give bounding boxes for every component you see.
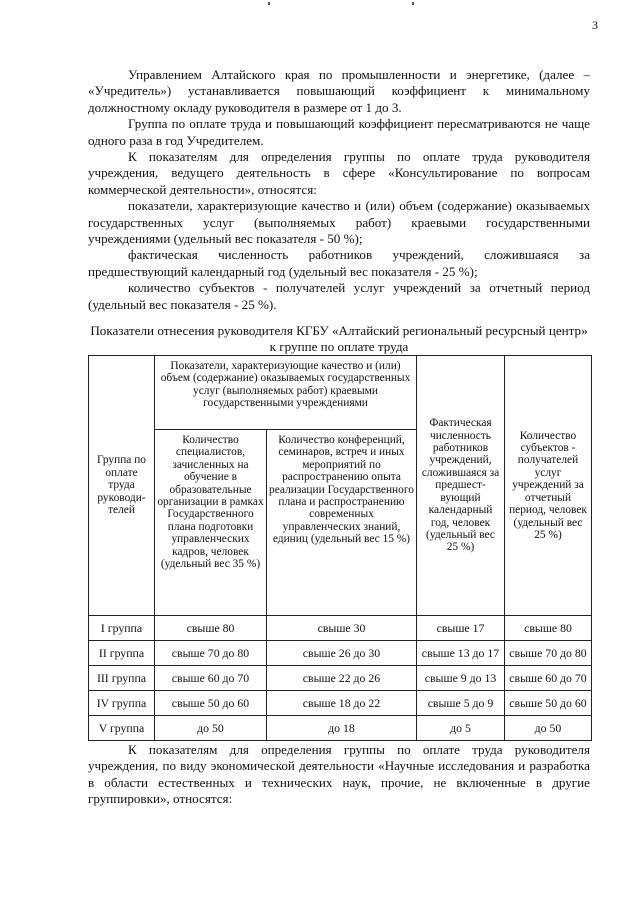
paragraph: К показателям для определения группы по оплате труда руководителя учреждения, по виду экономической деятельности «Научные исследования и разработка в области естественных и технических наук, прочие, не включенные в другие группировки», относятся: — [88, 742, 590, 807]
cell-group: I группа — [89, 616, 155, 641]
cell-staff: свыше 9 до 13 — [417, 666, 505, 691]
header-group: Группа по оплате труда руководи-телей — [89, 356, 155, 616]
paragraph: фактическая численность работников учреждений, сложившаяся за предшествующий календарный год (удельный вес показателя - 25 %); — [88, 247, 590, 279]
header-quality: Показатели, характеризующие качество и (или) объем (содержание) оказываемых государственных услуг (выполняемых работ) краевыми государственными учреждениями — [155, 356, 417, 430]
cell-staff: свыше 17 — [417, 616, 505, 641]
page-number: 3 — [592, 18, 598, 32]
cell-conferences: свыше 18 до 22 — [267, 691, 417, 716]
cell-staff: свыше 5 до 9 — [417, 691, 505, 716]
table-row — [89, 716, 592, 741]
cell-specialists: до 50 — [155, 716, 267, 741]
cell-specialists: свыше 80 — [155, 616, 267, 641]
table-row — [89, 616, 592, 641]
cell-specialists: свыше 70 до 80 — [155, 641, 267, 666]
cell-group: V группа — [89, 716, 155, 741]
scan-specks — [0, 2, 640, 8]
table-caption: Показатели отнесения руководителя КГБУ «Алтайский региональный ресурсный центр» к группе по оплате труда — [90, 323, 588, 354]
cell-group: IV группа — [89, 691, 155, 716]
table-header-row — [89, 356, 592, 430]
cell-group: III группа — [89, 666, 155, 691]
paragraph: К показателям для определения группы по оплате труда руководителя учреждения, ведущего деятельность в сфере «Консультирование по вопросам коммерческой деятельности», относятся: — [88, 149, 590, 197]
table-row — [89, 691, 592, 716]
header-conferences: Количество конференций, семинаров, встреч и иных мероприятий по распространению опыта реализации Государственного плана и распространению современных управленческих знаний, единиц (удельный вес 15 %) — [267, 430, 417, 616]
paragraph: количество субъектов - получателей услуг учреждений за отчетный период (удельный вес показателя - 25 %). — [88, 280, 590, 312]
cell-specialists: свыше 50 до 60 — [155, 691, 267, 716]
header-subjects: Количество субъектов - получателей услуг учреждений за отчетный период, человек (удельный вес 25 %) — [505, 356, 592, 616]
cell-conferences: свыше 30 — [267, 616, 417, 641]
scan-speck — [412, 2, 414, 5]
cell-conferences: свыше 26 до 30 — [267, 641, 417, 666]
cell-staff: до 5 — [417, 716, 505, 741]
paragraph: Группа по оплате труда и повышающий коэффициент пересматриваются не чаще одного раза в год Учредителем. — [88, 116, 590, 148]
cell-subjects: свыше 60 до 70 — [505, 666, 592, 691]
cell-subjects: свыше 80 — [505, 616, 592, 641]
cell-staff: свыше 13 до 17 — [417, 641, 505, 666]
paragraph: Управлением Алтайского края по промышленности и энергетике, (далее – «Учредитель») устанавливается повышающий коэффициент к минимальному должностному окладу руководителя в размере от 1 до 3. — [88, 67, 590, 115]
table-row — [89, 641, 592, 666]
scan-speck — [268, 2, 270, 5]
table-row — [89, 666, 592, 691]
cell-conferences: до 18 — [267, 716, 417, 741]
cell-conferences: свыше 22 до 26 — [267, 666, 417, 691]
paragraph: показатели, характеризующие качество и (или) объем (содержание) оказываемых государственных услуг (выполняемых работ) краевыми государственными учреждениями (удельный вес показателя - 50 %); — [88, 198, 590, 247]
closing-text — [88, 742, 590, 808]
cell-subjects: до 50 — [505, 716, 592, 741]
header-staff: Фактическая численность работников учреждений, сложившаяся за предшест-вующий календарный год, человек (удельный вес 25 %) — [417, 356, 505, 616]
cell-subjects: свыше 70 до 80 — [505, 641, 592, 666]
intro-text — [88, 67, 590, 313]
payment-group-table — [88, 355, 592, 741]
header-specialists: Количество специалистов, зачисленных на обучение в образовательные организации в рамках Государственного плана подготовки управленческих кадров, человек (удельный вес 35 %) — [155, 430, 267, 616]
cell-subjects: свыше 50 до 60 — [505, 691, 592, 716]
cell-specialists: свыше 60 до 70 — [155, 666, 267, 691]
cell-group: II группа — [89, 641, 155, 666]
